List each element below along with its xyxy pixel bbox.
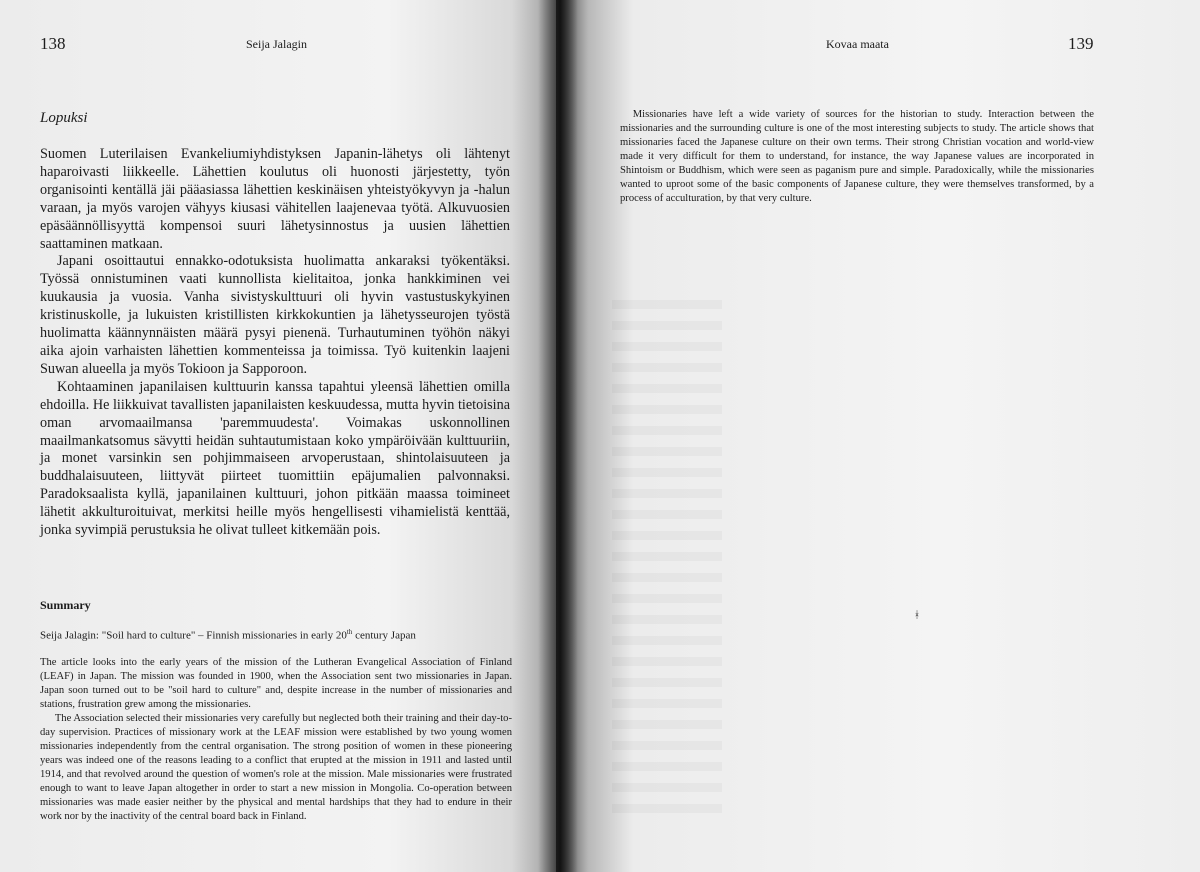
page-number-left: 138 [40,34,66,53]
left-page [0,0,556,872]
byline-prefix: Seija Jalagin: "Soil hard to culture" – Finnish missionaries in early 20 [40,629,347,642]
running-head-left: Seija Jalagin [246,37,307,51]
summary-body-text [40,656,512,824]
english-abstract-text [620,108,1094,206]
summary-paragraph: The Association selected their missionaries very carefully but neglected both their training and their day-to-day supervision. Practices of missionary work at the LEAF mission were established by two young women missionaries independently from the central organisation. The strong position of women in these pioneering years was indeed one of the reasons leading to a conflict that erupted at the mission in 1911 and lasted until 1914, and that revolved around the question of women's role at the mission. Male missionaries were frustrated enough to want to leave Japan altogether in order to start a new mission in Mongolia. Co-operation between missionaries was made easier neither by the physical and mental hardships that they had to endure in their work nor by the inactivity of the central board back in Finland. [40,713,512,822]
byline-suffix: century Japan [352,629,416,642]
running-head-right: Kovaa maata [826,37,889,51]
body-paragraph: Suomen Luterilaisen Evankeliumiyhdistyksen Japanin-lähetys oli lähtenyt haparoivasti liikkeelle. Lähettien koulutus oli huonosti järjestetty, työn organisointi kentällä jäi pääasiassa lähettien keskinäisen yhteistyökyvyn ja -halun varaan, ja myös varojen vähyys kiusasi vähitellen laajenevaa työtä. Alkuvuosien epäsäännöllisyyttä kompensoi suuri lähetysinnostus ja uusien lähettien saattaminen matkaan. [40,146,510,252]
summary-byline [40,628,416,642]
page-number-right: 139 [1068,34,1094,53]
margin-mark: ᚼ [914,610,920,621]
summary-paragraph: The article looks into the early years of the mission of the Lutheran Evangelical Association of Finland (LEAF) in Japan. The mission was founded in 1900, when the Association sent two missionaries in Japan. Japan soon turned out to be "soil hard to culture" and, despite increase in the number of missionaries and stations, frustration grew among the missionaries. [40,657,512,710]
body-paragraph: Japani osoittautui ennakko-odotuksista huolimatta ankaraksi työkentäksi. Työssä onnistuminen vaati kunnollista kielitaitoa, jonka hankkiminen vei kuukausia ja vuosia. Vanha sivistyskulttuuri oli hyvin vastustuskykyinen kristinuskolle, ja lukuisten kristillisten kirkkokuntien ja lähetysseurojen työstä huolimatta käännynnäisten määrä pysyi pienenä. Turhautuminen työhön näkyi aika ajoin varhaisten lähettien kommenteissa ja toimissa. Työ kuitenkin laajeni Suwan alueella ja myös Tokioon ja Sapporoon. [40,253,510,377]
finnish-body-text [40,146,510,540]
summary-heading: Summary [40,598,91,612]
right-page [556,0,1200,872]
abstract-paragraph: Missionaries have left a wide variety of sources for the historian to study. Interaction between the missionaries and the surrounding culture is one of the most interesting subjects to study. The article shows that missionaries faced the Japanese culture on their own terms. Their strong Christian vocation and world-view made it very difficult for them to understand, for instance, the way Japanese values are incorporated in Shintoism or Buddhism, which were seen as paganism pure and simple. Paradoxically, while the missionaries wanted to uproot some of the basic components of Japanese culture, they were themselves transformed, by a process of acculturation, by that very culture. [620,109,1094,204]
byline-superscript: th [346,628,353,636]
section-title: Lopuksi [40,110,88,126]
body-paragraph: Kohtaaminen japanilaisen kulttuurin kanssa tapahtui yleensä lähettien omilla ehdoilla. He liikkuivat tavallisten japanilaisten keskuudessa, mutta hyvin tietoisina oman arvomaailmansa 'paremmuudesta'. Voimakas uskonnollinen maailmankatsomus sävytti heidän suhtautumistaan koko ympäröivään kulttuuriin, ja monet varsinkin sen pohjimmaiseen arvoperustaan, shintolaisuuteen ja buddhalaisuuteen, liittyvät piirteet tuomittiin epäjumalien palvonnaksi. Paradoksaalista kyllä, japanilainen kulttuuri, johon pitkään maassa toimineet lähetit akkulturoituivat, merkitsi heille myös hengellisesti vihamielistä kenttää, jonka syvimpiä perustuksia he olivat tulleet kitkemään pois. [40,378,510,539]
